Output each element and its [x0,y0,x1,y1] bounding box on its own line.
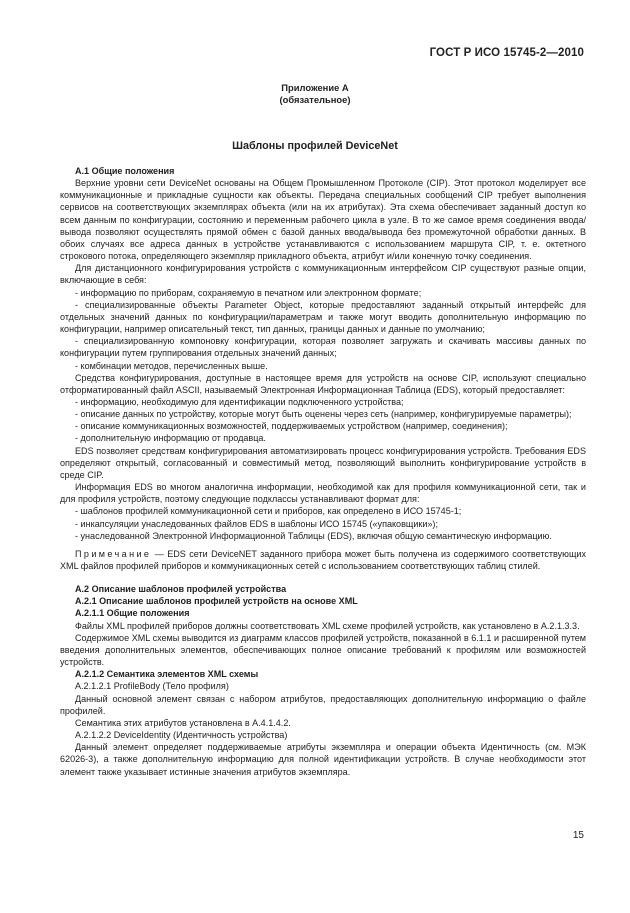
standard-header: ГОСТ Р ИСО 15745-2—2010 [429,47,584,59]
section-heading-a1: А.1 Общие положения [75,166,175,176]
page-number: 15 [572,830,584,841]
note-text: — EDS сети DeviceNET заданного прибора может быть получена из содержимого соответствующих XML файлов профилей приборов и коммуникационных сетей с использованием соответствующих таблиц стилей. [60,548,586,571]
paragraph: Содержимое XML схемы выводится из диаграмм классов профилей устройств, показанной в 6.1.1 и расширенной путем введения дополнительных элементов, обеспечивающих полное описание требований к профилям или возможностей устройств. [60,632,586,668]
document-body [60,165,586,778]
paragraph: Для дистанционного конфигурирования устройств с коммуникационным интерфейсом CIP существуют разные опции, включающие в себя: [60,263,586,286]
annex-type: (обязательное) [279,94,351,105]
section-heading-a2: А.2 Описание шаблонов профилей устройства [75,584,287,595]
note-label: Примечание [75,548,152,559]
list-item: - дополнительную информацию от продавца. [75,433,266,444]
list-item: - комбинации методов, перечисленных выше. [75,360,268,371]
section-heading-a2121: А.2.1.2.1 ProfileBody (Тело профиля) [75,681,229,692]
section-heading-a2122: А.2.1.2.2 DeviceIdentity (Идентичность устройства) [75,730,288,741]
list-item: - информацию, необходимую для идентификации подключенного устройства; [75,396,404,407]
section-heading-a211: А.2.1.1 Общие положения [75,608,190,619]
paragraph: Данный основной элемент связан с набором атрибутов, предоставляющих дополнительную информацию о файле профилей. [60,693,586,716]
section-heading-a21: А.2.1 Описание шаблонов профилей устройств на основе XML [75,596,358,607]
list-item: - описание данных по устройству, которые могут быть оценены через сеть (например, конфигурируемые параметры); [75,409,572,420]
list-item: - информацию по приборам, сохраняемую в печатном или электронном формате; [75,287,422,298]
paragraph: Файлы XML профилей приборов должны соответствовать XML схеме профилей устройств, как установлено в А.2.1.3.3. [75,620,580,631]
list-item: - инкапсуляции унаследованных файлов EDS в шаблоны ИСО 15745 («упаковщики»); [75,518,438,529]
annex-title: Приложение А [281,82,349,93]
note [60,548,586,572]
list-item: - унаследованной Электронной Информационной Таблицы (EDS), включая общую семантическую информацию. [75,530,552,541]
paragraph: Средства конфигурирования, доступные в настоящее время для устройств на основе CIP, используют специально отформатированный файл ASCII, называемый Электронная Информационная Таблица (EDS), который предоставляет: [60,372,586,395]
list-item: - специализированную компоновку конфигурации, которая позволяет загружать и скачивать массивы данных по конфигурации путем группирования отдельных значений данных; [60,336,586,359]
list-item: - описание коммуникационных возможностей, поддерживаемых устройством (например, соединения); [75,421,508,432]
list-item: - шаблонов профилей коммуникационной сети и приборов, как определено в ИСО 15745-1; [75,506,462,517]
page-title: Шаблоны профилей DeviceNet [232,140,398,152]
paragraph: Данный элемент определяет поддерживаемые атрибуты экземпляра и операции объекта Идентичность (см. МЭК 62026-3), а также дополнительную информацию для полной идентификации устройств. В случае необходимости этот элемент также указывает истинные значения атрибутов экземпляра. [60,742,586,777]
paragraph: Верхние уровни сети DeviceNet основаны на Общем Промышленном Протоколе (CIP). Этот протокол моделирует все коммуникационные и прикладные сущности как объекты. Передача специальных сообщений CIP требует выполнения сервисов на соответствующих экземплярах объекта (или на их атрибутах). Эта схема обеспечивает заданный доступ ко всем данным по конфигурации, состоянию и переменным рабочего цикла в узле. В то же самое время соединения ввода/вывода позволяют осуществлять прямой обмен с базой данных ввода/вывода без промежуточной обработки данных. В обоих случаях все адреса данных в устройстве устанавливаются с использованием маршрута CIP, т. е. октетного строкового потока, определяющего экземпляр прикладного объекта, атрибут и/или конечную точку соединения. [60,178,586,262]
annex-heading [0,82,630,106]
section-heading-a212: А.2.1.2 Семантика элементов XML схемы [75,669,259,680]
paragraph: EDS позволяет средствам конфигурирования автоматизировать процесс конфигурирования устройств. Требования EDS определяют открытый, согласованный и совместимый метод, позволяющий выполнить конфигурирование устройств в среде CIP. [60,445,586,480]
paragraph: Семантика этих атрибутов установлена в А.4.1.4.2. [75,717,291,728]
list-item: - специализированные объекты Parameter Object, которые предоставляют заданный открытый интерфейс для отдельных значений данных по конфигурации/параметрам и также могут вводить дополнительную информацию по конфигурации, например описательный текст, тип данных, границы данных и данные по умолчанию; [60,299,586,335]
paragraph: Информация EDS во многом аналогична информации, необходимой как для профиля коммуникационной сети, так и для профиля устройств, поэтому следующие подклассы устанавливают формат для: [60,482,586,505]
